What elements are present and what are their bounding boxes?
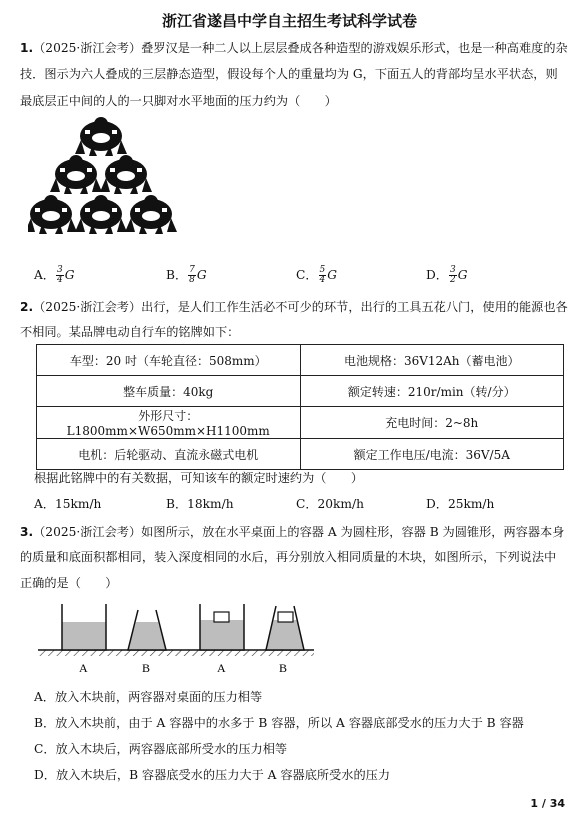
q2-option-c[interactable]: C．20km/h [296, 497, 364, 511]
person-middle-right [100, 155, 152, 194]
q2-option-b[interactable]: B．18km/h [166, 497, 234, 511]
q2-source: （2025·浙江会考） [33, 300, 142, 314]
q1-line2: 技．图示为六人叠成的三层静态造型，假设每个人的重量均为 G，下面五人的背部均呈水平状态，则 [20, 67, 558, 81]
q1-line3: 最底层正中间的人的一只脚对水平地面的压力约为（ ） [20, 94, 337, 108]
q3-number: 3. [20, 525, 34, 539]
person-bottom-center [75, 195, 127, 234]
figure-label: B [279, 661, 288, 675]
q1-text1: 叠罗汉是一种二人以上层层叠成各种造型的游戏娱乐形式，也是一种高难度的杂 [141, 41, 568, 55]
figure-label: A [79, 661, 88, 675]
q2-option-a[interactable]: A．15km/h [34, 497, 102, 511]
wood-block [214, 612, 229, 622]
page-title: 浙江省遂昌中学自主招生考试科学试卷 [161, 12, 417, 30]
wood-block [278, 612, 293, 622]
human-pyramid-figure [28, 116, 178, 256]
q1-option-d[interactable]: D． $\frac{3}{2}$ G [426, 265, 468, 285]
table-row [37, 345, 564, 376]
q2-line1 [20, 297, 568, 317]
container-a-after [200, 604, 244, 650]
nameplate-table [36, 344, 564, 470]
q2-line3: 根据此铭牌中的有关数据，可知该车的额定时速约为（ ） [34, 471, 364, 485]
q1-line1 [20, 38, 568, 58]
person-bottom-left [28, 195, 77, 234]
table-cell: 电机：后轮驱动、直流永磁式电机 [37, 439, 301, 470]
container-b-after [266, 606, 304, 650]
q3-option-d[interactable]: D．放入木块后，B 容器底受水的压力大于 A 容器底所受水的压力 [34, 768, 391, 782]
table-row [37, 407, 564, 439]
figure-label: B [142, 661, 151, 675]
q3-source: （2025·浙江会考） [33, 525, 142, 539]
q1-source: （2025·浙江会考） [33, 41, 142, 55]
page-number: 1 / 34 [530, 797, 565, 810]
table-surface [38, 650, 314, 656]
q3-line3: 正确的是（ ） [20, 576, 118, 590]
container-b-before [128, 610, 166, 650]
q3-text1: 如图所示，放在水平桌面上的容器 A 为圆柱形，容器 B 为圆锥形，两容器本身 [141, 525, 565, 539]
q2-number: 2. [20, 300, 34, 314]
q2-line2: 不相同。某品牌电动自行车的铭牌如下： [20, 325, 240, 339]
q3-line2: 的质量和底面积都相同，装入深度相同的水后，再分别放入相同质量的木块，如图所示，下列说法中 [20, 550, 557, 564]
q1-option-a[interactable]: A． $\frac{3}{4}$ G [34, 265, 75, 285]
figure-label: A [217, 661, 226, 675]
q2-option-d[interactable]: D．25km/h [426, 497, 495, 511]
person-middle-left [50, 155, 102, 194]
q2-text1: 出行，是人们工作生活必不可少的环节，出行的工具五花八门，使用的能源也各 [141, 300, 568, 314]
table-row [37, 376, 564, 407]
table-cell: 充电时间：2~8h [300, 407, 564, 439]
q3-line1 [20, 522, 565, 542]
containers-figure [36, 600, 316, 678]
q3-option-b[interactable]: B．放入木块前，由于 A 容器中的水多于 B 容器，所以 A 容器底部受水的压力大于 B 容器 [34, 716, 524, 730]
table-cell: 额定转速：210r/min（转/分） [300, 376, 564, 407]
q1-option-b[interactable]: B． $\frac{7}{8}$ G [166, 265, 207, 285]
q1-option-c[interactable]: C． $\frac{5}{4}$ G [296, 265, 337, 285]
container-a-before [62, 604, 106, 650]
q3-option-c[interactable]: C．放入木块后，两容器底部所受水的压力相等 [34, 742, 288, 756]
person-bottom-right [125, 195, 177, 234]
person-top [75, 117, 127, 156]
q3-option-a[interactable]: A．放入木块前，两容器对桌面的压力相等 [34, 690, 263, 704]
q1-number: 1. [20, 41, 34, 55]
table-cell: 整车质量：40kg [37, 376, 301, 407]
table-cell: 电池规格：36V12Ah（蓄电池） [300, 345, 564, 376]
table-cell: 外形尺寸：L1800mm×W650mm×H1100mm [37, 407, 301, 439]
table-cell: 车型：20 吋（车轮直径：508mm） [37, 345, 301, 376]
table-cell: 额定工作电压/电流：36V/5A [300, 439, 564, 470]
table-row [37, 439, 564, 470]
